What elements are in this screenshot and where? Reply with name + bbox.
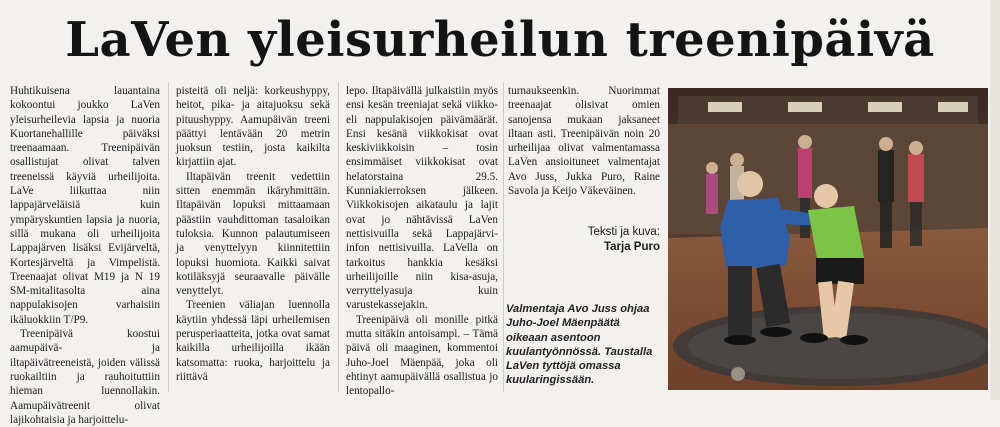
paragraph: Huhtikuisena lauantaina kokoontui joukko LaVen yleisurheilevia lapsia ja nuoria Kuortanehallille päiväksi treenaamaan. Treenipäivän osallistujat olivat talven treeneissä käyviä urheilijoita. LaVe liikuttaa niin lappajärveläisiä kuin ympäryskuntien lapsia ja nuoria, sillä mukana oli urheilijoita Lappajärven lisäksi Evijärveltä, Kortesjärveltä ja Vimpelistä. Treenaajat olivat M19 ja N 19 SM-mitalitasolta aina nappulakisojen varhaisiin ikäluokkiin T/P9. <box>10 85 160 326</box>
paragraph: pisteitä oli neljä: korkeushyppy, heitot, pika- ja aitajuoksu sekä pituushyppy. Aamupäivän treeni päättyi lentävään 20 metrin juoksun testiin, josta kaikilta kirjattiin ajat. <box>176 85 330 169</box>
byline-author: Tarja Puro <box>603 241 660 253</box>
paragraph: lepo. Iltapäivällä julkaistiin myös ensi kesän treeniajat sekä viikko- eli nappulakisojen päivämäärät. Ensi kesänä viikkokisat ovat keskiviikkoisin – tosin ensimmäiset viikkokisat ovat helatorstaina 29.5. Kunniakierroksen jälkeen. Viikkokisojen aikataulu ja lajit ovat jo nähtävissä LaVen nettisivuilla sekä Lappajärvi-infon nettisivuilla. LaVella on tarkoitus hankkia kesäksi urheilijoille niin kisa-asuja, verryttelyasuja kuin varustekassejakin. <box>346 85 498 312</box>
byline-label: Teksti ja kuva: <box>587 226 660 238</box>
article-column-1 <box>10 84 160 427</box>
paragraph: Iltapäivän treenit vedettiin sitten enemmän ikäryhmittäin. Iltapäivän lopuksi mittaamaan päästiin vauhdittoman tasaloikan tuloksia. Kunnon palautumiseen ja venyttelyyn kiinnitettiin lopuksi huomiota. Kaikki saivat kotiläksyjä seuraavalle päivälle venyttelyt. <box>176 170 330 298</box>
byline <box>520 225 660 255</box>
column-divider <box>503 82 504 392</box>
paragraph: turnaukseenkin. Nuorimmat treenaajat olisivat omien sanojensa mukaan jaksaneet iltaan asti. Treenipäivän noin 20 urheilijaa olivat valmentamassa LaVen ansioituneet valmentajat Avo Juss, Jukka Puro, Raine Savola ja Keijo Väkeväinen. <box>508 85 660 198</box>
article-column-3 <box>346 84 498 399</box>
article-column-4 <box>508 84 660 198</box>
article-photo <box>668 88 988 390</box>
column-divider <box>338 82 339 392</box>
article-column-2 <box>176 84 330 384</box>
column-divider <box>168 82 169 392</box>
photo-icon <box>668 88 988 390</box>
headline: LaVen yleisurheilun treenipäivä <box>65 12 935 68</box>
photo-caption: Valmentaja Avo Juss ohjaa Juho-Joel Mäenpäätä oikeaan asentoon kuulantyönnössä. Taustalla LaVen tyttöjä omassa kuularingissään. <box>506 303 653 387</box>
paragraph: Treenipäivä oli monille pitkä mutta sitäkin antoisampi. – Tämä päivä oli maaginen, kommentoi Juho-Joel Mäenpää, joka oli ehtinyt aamupäivällä osallistua jo lentopallo- <box>346 313 498 398</box>
paragraph: Treenipäivä koostui aamupäivä- ja iltapäivätreeneistä, joiden välissä ruokailtiin ja rauhoituttiin hieman luennollakin. Aamupäivätreenit olivat lajikohtaisia ja harjoittelu- <box>10 328 160 426</box>
paragraph: Treenien väliajan luennolla käytiin yhdessä läpi urheilemisen perusperiaatteita, jotka ovat samat kaikilla urheilijoilla ikään katsomatta: ruoka, harjoittelu ja riittävä <box>176 299 330 383</box>
